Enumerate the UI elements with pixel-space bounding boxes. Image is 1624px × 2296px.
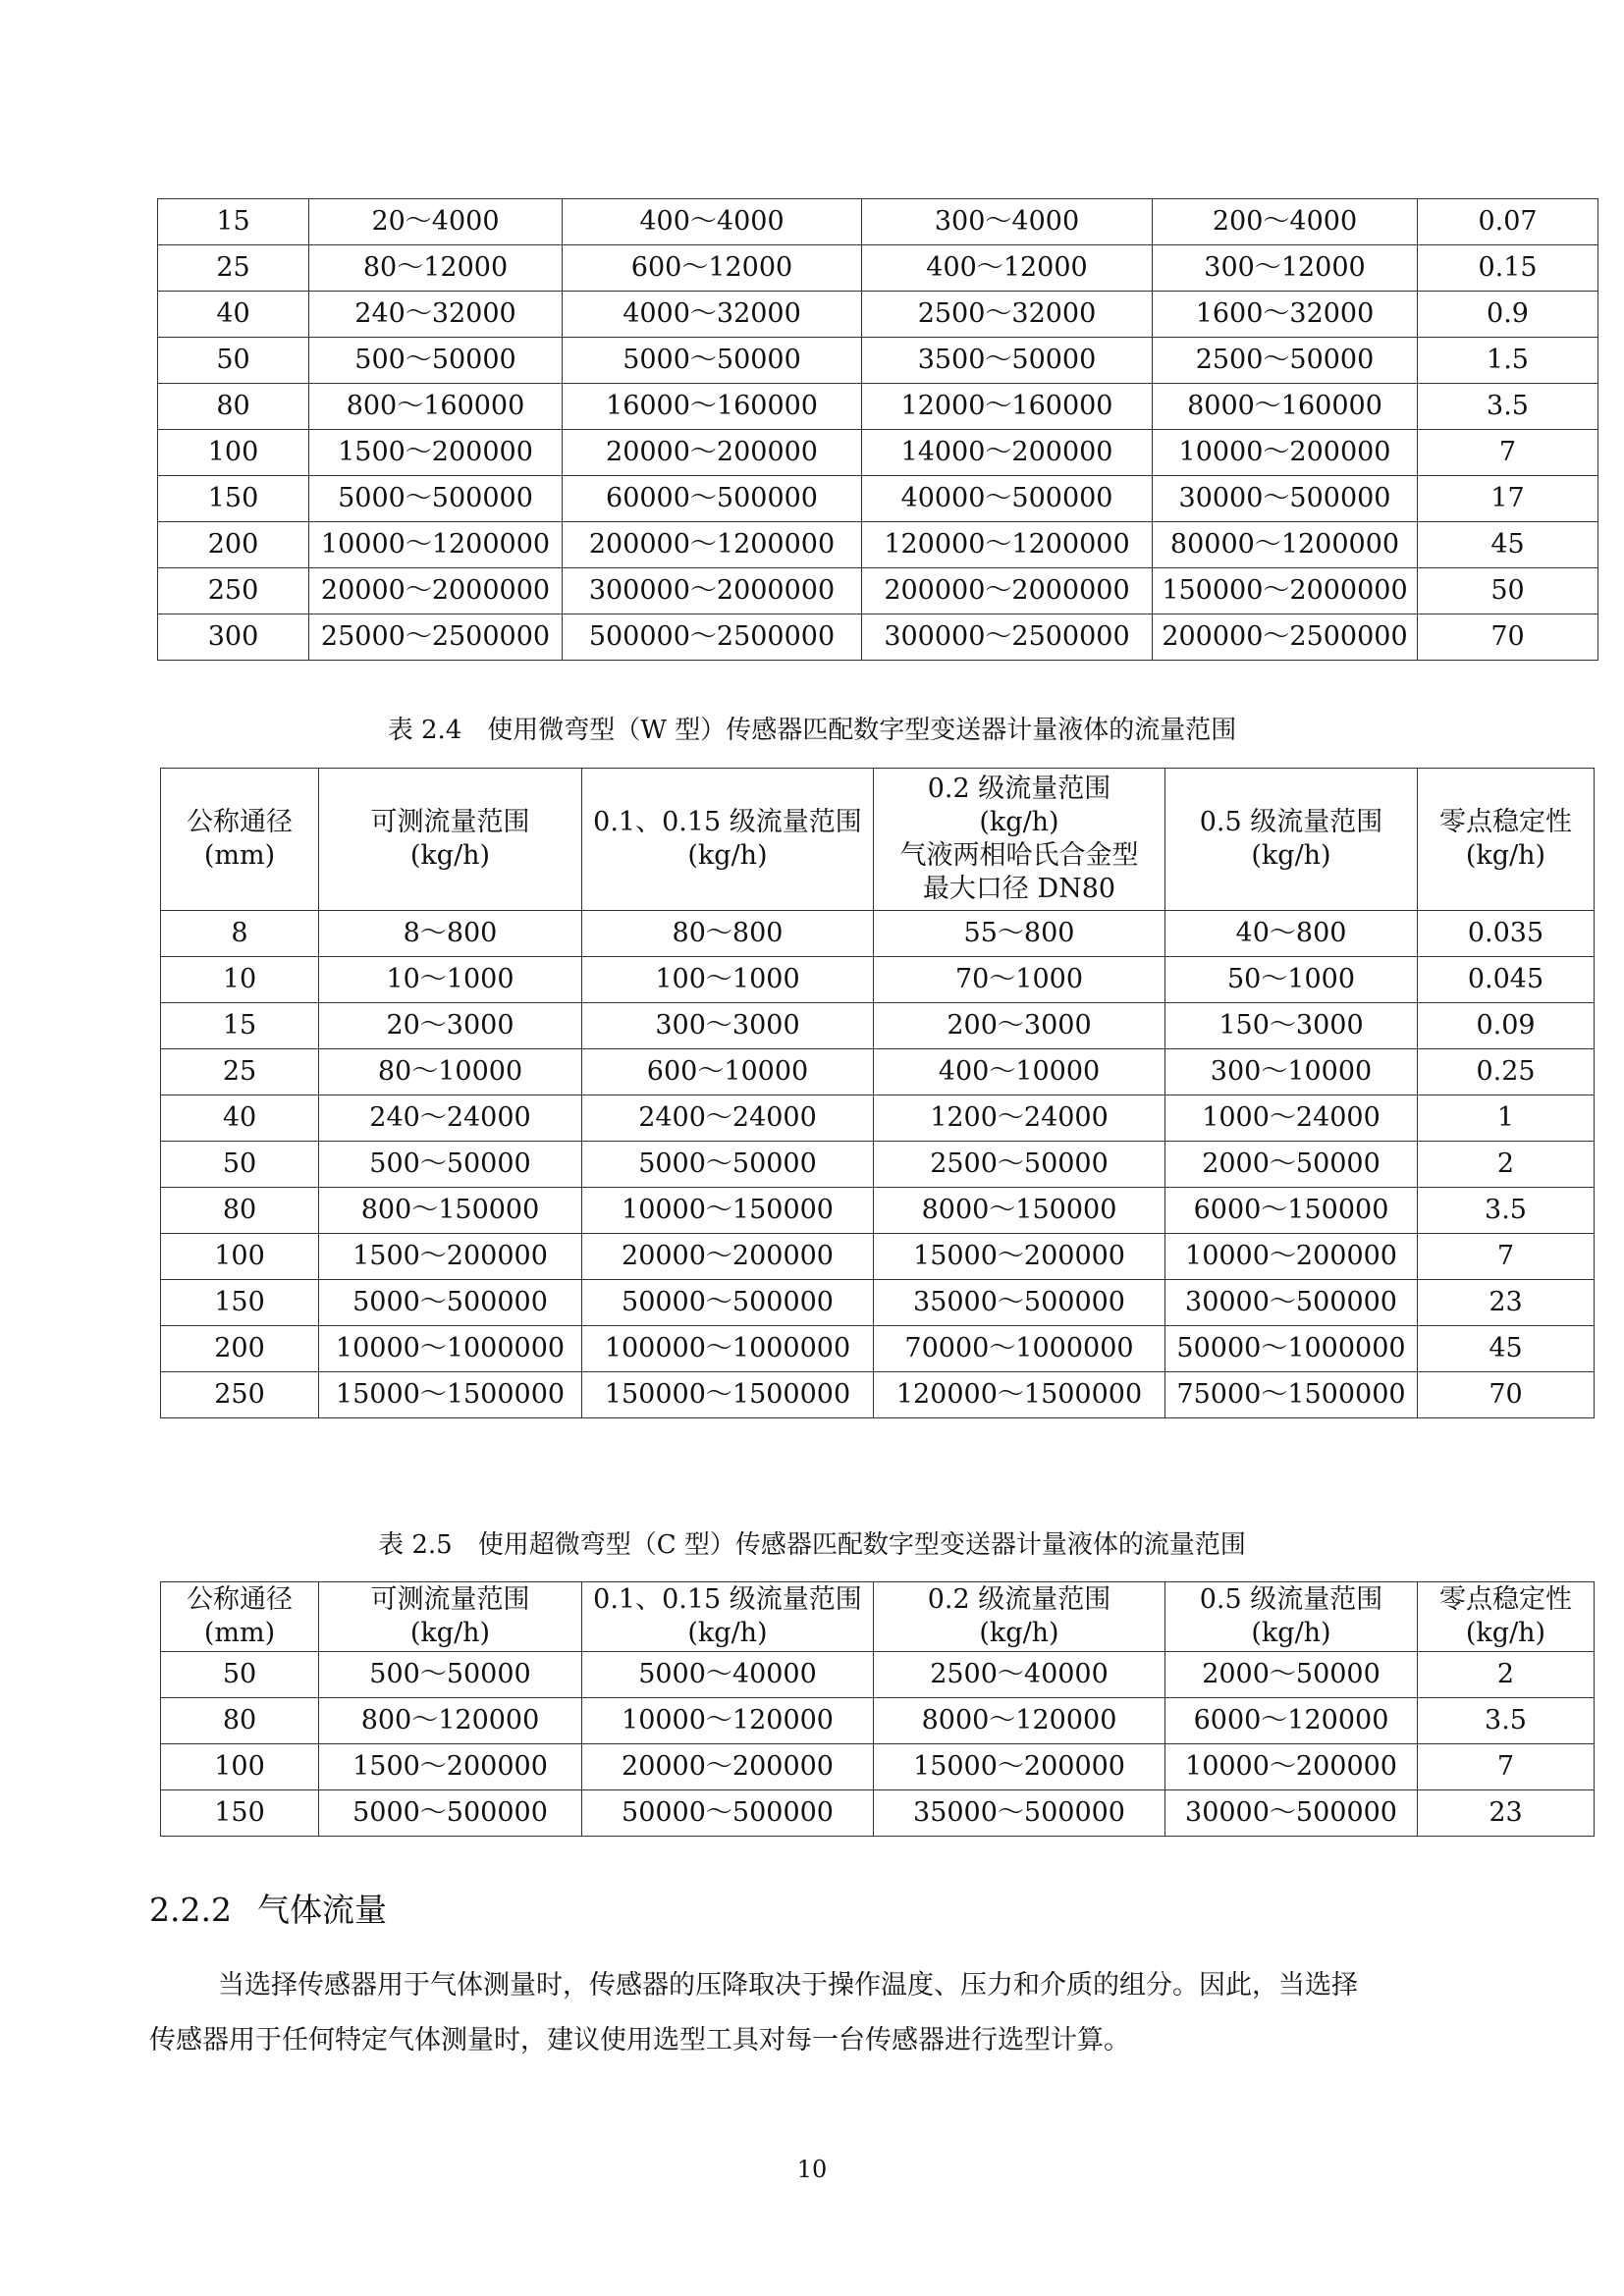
header-cell-line: (kg/h) [979, 807, 1059, 837]
table-row [161, 1095, 1595, 1142]
table-row [161, 1142, 1595, 1188]
header-cell-line: 0.1、0.15 级流量范围 [593, 1584, 862, 1615]
table-cell: 3.5 [1418, 1188, 1595, 1234]
header-cell-line: 公称通径 [187, 1584, 293, 1615]
table-cell: 300～10000 [1165, 1049, 1418, 1095]
table-cell: 1600～32000 [1153, 292, 1418, 338]
table-row [158, 384, 1598, 430]
table-cell: 14000～200000 [862, 430, 1153, 476]
table-cell: 240～32000 [309, 292, 563, 338]
table-cell: 800～160000 [309, 384, 563, 430]
table-row [161, 1744, 1595, 1790]
table-header-row [161, 769, 1595, 911]
table-cell: 500～50000 [309, 338, 563, 384]
table-cell: 6000～150000 [1165, 1188, 1418, 1234]
table-cell: 100000～1000000 [582, 1326, 874, 1372]
table-cell: 5000～50000 [563, 338, 862, 384]
header-cell-line: 最大口径 DN80 [922, 874, 1116, 904]
table-cell: 17 [1418, 476, 1598, 522]
header-cell-line: 0.2 级流量范围 [927, 1584, 1111, 1615]
table-cell: 120000～1500000 [874, 1372, 1165, 1418]
flow-range-table-continued [157, 198, 1598, 661]
header-cell-line: (kg/h) [687, 840, 768, 871]
table-cell: 240～24000 [319, 1095, 582, 1142]
table-cell: 80 [161, 1188, 319, 1234]
header-cell-line: 0.5 级流量范围 [1199, 807, 1383, 837]
table-cell: 40 [161, 1095, 319, 1142]
table-cell: 15000～1500000 [319, 1372, 582, 1418]
header-cell-line: 零点稳定性 [1439, 807, 1572, 837]
table-row [161, 1698, 1595, 1744]
header-cell-line: (kg/h) [979, 1618, 1059, 1648]
table-cell: 400～4000 [563, 199, 862, 245]
table-cell: 40000～500000 [862, 476, 1153, 522]
header-cell-line: (kg/h) [687, 1618, 768, 1648]
table-cell: 200000～1200000 [563, 522, 862, 568]
table-2-5 [160, 1581, 1595, 1837]
table-cell: 1500～200000 [319, 1744, 582, 1790]
table-cell: 150 [158, 476, 309, 522]
table-cell: 2 [1418, 1142, 1595, 1188]
table-cell: 120000～1200000 [862, 522, 1153, 568]
table-cell: 75000～1500000 [1165, 1372, 1418, 1418]
table-cell: 0.09 [1418, 1003, 1595, 1049]
table-cell: 1 [1418, 1095, 1595, 1142]
header-cell-line: (kg/h) [1465, 840, 1546, 871]
table-2-5-caption: 表 2.5 使用超微弯型（C 型）传感器匹配数字型变送器计量液体的流量范围 [378, 1530, 1246, 1560]
table-cell: 300～3000 [582, 1003, 874, 1049]
table-cell: 23 [1418, 1790, 1595, 1837]
table-cell: 10000～200000 [1153, 430, 1418, 476]
page-number: 10 [796, 2156, 828, 2183]
table-cell: 200 [158, 522, 309, 568]
table-cell: 500～50000 [319, 1652, 582, 1698]
table-row [161, 1049, 1595, 1095]
table-cell: 2500～50000 [874, 1142, 1165, 1188]
table-cell: 50000～500000 [582, 1280, 874, 1326]
header-cell-line: 0.2 级流量范围 [927, 774, 1111, 804]
table-header-cell [319, 769, 582, 911]
header-cell-line: 0.1、0.15 级流量范围 [593, 807, 862, 837]
table-cell: 1500～200000 [309, 430, 563, 476]
table-cell: 3.5 [1418, 384, 1598, 430]
table-cell: 60000～500000 [563, 476, 862, 522]
header-cell-line: (mm) [203, 840, 276, 871]
table-cell: 15000～200000 [874, 1744, 1165, 1790]
table-cell: 8000～120000 [874, 1698, 1165, 1744]
table-cell: 3.5 [1418, 1698, 1595, 1744]
table-cell: 4000～32000 [563, 292, 862, 338]
table-2-4-caption: 表 2.4 使用微弯型（W 型）传感器匹配数字型变送器计量液体的流量范围 [387, 716, 1237, 745]
table-cell: 50～1000 [1165, 957, 1418, 1003]
table-header-cell [161, 769, 319, 911]
table-row [158, 245, 1598, 292]
table-cell: 80 [161, 1698, 319, 1744]
header-cell-line: (kg/h) [1465, 1618, 1546, 1648]
table-cell: 300000～2000000 [563, 568, 862, 614]
table-cell: 10000～1200000 [309, 522, 563, 568]
table-cell: 250 [161, 1372, 319, 1418]
table-cell: 2 [1418, 1652, 1595, 1698]
table-cell: 23 [1418, 1280, 1595, 1326]
table-cell: 10～1000 [319, 957, 582, 1003]
table-cell: 600～12000 [563, 245, 862, 292]
table-cell: 150 [161, 1790, 319, 1837]
table-cell: 300～4000 [862, 199, 1153, 245]
header-cell-line: 可测流量范围 [370, 1584, 530, 1615]
table-cell: 10000～200000 [1165, 1234, 1418, 1280]
table-cell: 55～800 [874, 911, 1165, 957]
table-cell: 2500～50000 [1153, 338, 1418, 384]
table-cell: 25 [158, 245, 309, 292]
section-title: 气体流量 [256, 1891, 387, 1929]
table-cell: 150 [161, 1280, 319, 1326]
table-cell: 250 [158, 568, 309, 614]
table-cell: 3500～50000 [862, 338, 1153, 384]
table-cell: 35000～500000 [874, 1790, 1165, 1837]
table-cell: 100 [161, 1744, 319, 1790]
section-number: 2.2.2 [149, 1891, 232, 1929]
table-row [158, 476, 1598, 522]
table-cell: 80～12000 [309, 245, 563, 292]
table-header-cell [1165, 1582, 1418, 1652]
table-cell: 8 [161, 911, 319, 957]
table-header-cell [319, 1582, 582, 1652]
table-cell: 300000～2500000 [862, 614, 1153, 661]
table-row [161, 957, 1595, 1003]
table-row [158, 522, 1598, 568]
table-cell: 1000～24000 [1165, 1095, 1418, 1142]
table-cell: 50000～1000000 [1165, 1326, 1418, 1372]
table-cell: 7 [1418, 1744, 1595, 1790]
table-cell: 10000～200000 [1165, 1744, 1418, 1790]
table-cell: 7 [1418, 1234, 1595, 1280]
table-cell: 15000～200000 [874, 1234, 1165, 1280]
table-cell: 50 [158, 338, 309, 384]
table-cell: 8000～160000 [1153, 384, 1418, 430]
table-cell: 2000～50000 [1165, 1142, 1418, 1188]
table-row [161, 1790, 1595, 1837]
table-cell: 40 [158, 292, 309, 338]
table-cell: 45 [1418, 522, 1598, 568]
table-row [161, 1652, 1595, 1698]
header-cell-line: (kg/h) [1251, 1618, 1331, 1648]
table-cell: 35000～500000 [874, 1280, 1165, 1326]
table-row [158, 292, 1598, 338]
table-cell: 300 [158, 614, 309, 661]
table-row [161, 1372, 1595, 1418]
table-row [161, 911, 1595, 957]
table-row [161, 1234, 1595, 1280]
table-cell: 70 [1418, 1372, 1595, 1418]
table-cell: 30000～500000 [1165, 1790, 1418, 1837]
table-cell: 50 [161, 1142, 319, 1188]
table-header-cell [161, 1582, 319, 1652]
table-cell: 10 [161, 957, 319, 1003]
table-cell: 15 [158, 199, 309, 245]
table-header-cell [1418, 1582, 1595, 1652]
table-header-cell [1418, 769, 1595, 911]
table-cell: 0.045 [1418, 957, 1595, 1003]
section-heading [149, 1891, 387, 1930]
table-cell: 500000～2500000 [563, 614, 862, 661]
table-cell: 1.5 [1418, 338, 1598, 384]
table-header-cell [1165, 769, 1418, 911]
table-cell: 600～10000 [582, 1049, 874, 1095]
table-2-4 [160, 768, 1595, 1418]
table-cell: 0.15 [1418, 245, 1598, 292]
table-cell: 0.07 [1418, 199, 1598, 245]
table-cell: 20～4000 [309, 199, 563, 245]
table-row [161, 1003, 1595, 1049]
table-cell: 25000～2500000 [309, 614, 563, 661]
table-cell: 200000～2500000 [1153, 614, 1418, 661]
paragraph-line: 传感器用于任何特定气体测量时，建议使用选型工具对每一台传感器进行选型计算。 [149, 2025, 1130, 2056]
table-cell: 150000～2000000 [1153, 568, 1418, 614]
table-cell: 100～1000 [582, 957, 874, 1003]
table-cell: 8～800 [319, 911, 582, 957]
table-cell: 5000～50000 [582, 1142, 874, 1188]
table-cell: 50 [161, 1652, 319, 1698]
table-cell: 500～50000 [319, 1142, 582, 1188]
table-cell: 2500～32000 [862, 292, 1153, 338]
table-cell: 80000～1200000 [1153, 522, 1418, 568]
table-cell: 50000～500000 [582, 1790, 874, 1837]
header-cell-line: (kg/h) [409, 840, 491, 871]
table-cell: 400～10000 [874, 1049, 1165, 1095]
table-cell: 1500～200000 [319, 1234, 582, 1280]
table-row [158, 614, 1598, 661]
table-cell: 7 [1418, 430, 1598, 476]
paragraph-line: 当选择传感器用于气体测量时，传感器的压降取决于操作温度、压力和介质的组分。因此，当选择 [218, 1970, 1358, 2001]
header-cell-line: 气液两相哈氏合金型 [899, 840, 1139, 871]
table-cell: 2000～50000 [1165, 1652, 1418, 1698]
table-cell: 16000～160000 [563, 384, 862, 430]
table-row [161, 1280, 1595, 1326]
table-row [158, 338, 1598, 384]
table-row [161, 1326, 1595, 1372]
table-cell: 200～4000 [1153, 199, 1418, 245]
table-cell: 15 [161, 1003, 319, 1049]
header-cell-line: (mm) [203, 1618, 276, 1648]
table-cell: 70 [1418, 614, 1598, 661]
table-cell: 40～800 [1165, 911, 1418, 957]
table-cell: 10000～120000 [582, 1698, 874, 1744]
table-cell: 8000～150000 [874, 1188, 1165, 1234]
table-cell: 5000～500000 [319, 1280, 582, 1326]
table-cell: 400～12000 [862, 245, 1153, 292]
header-cell-line: 零点稳定性 [1439, 1584, 1572, 1615]
table-cell: 20000～200000 [563, 430, 862, 476]
table-header-cell [874, 769, 1165, 911]
table-cell: 5000～500000 [309, 476, 563, 522]
table-cell: 30000～500000 [1165, 1280, 1418, 1326]
table-header-cell [582, 769, 874, 911]
table-cell: 200～3000 [874, 1003, 1165, 1049]
table-cell: 150000～1500000 [582, 1372, 874, 1418]
section-paragraph [149, 1958, 1543, 2068]
table-header-row [161, 1582, 1595, 1652]
header-cell-line: (kg/h) [1251, 840, 1331, 871]
table-row [158, 568, 1598, 614]
table-cell: 70～1000 [874, 957, 1165, 1003]
table-cell: 2400～24000 [582, 1095, 874, 1142]
table-cell: 45 [1418, 1326, 1595, 1372]
header-cell-line: (kg/h) [409, 1618, 491, 1648]
table-row [158, 430, 1598, 476]
table-cell: 0.9 [1418, 292, 1598, 338]
table-cell: 200000～2000000 [862, 568, 1153, 614]
table-header-cell [874, 1582, 1165, 1652]
table-cell: 800～120000 [319, 1698, 582, 1744]
table-cell: 200 [161, 1326, 319, 1372]
table-header-cell [582, 1582, 874, 1652]
table-cell: 1200～24000 [874, 1095, 1165, 1142]
table-cell: 10000～150000 [582, 1188, 874, 1234]
table-cell: 20000～200000 [582, 1234, 874, 1280]
table-cell: 2500～40000 [874, 1652, 1165, 1698]
table-cell: 80 [158, 384, 309, 430]
table-row [158, 199, 1598, 245]
table-cell: 0.035 [1418, 911, 1595, 957]
table-cell: 0.25 [1418, 1049, 1595, 1095]
table-cell: 5000～40000 [582, 1652, 874, 1698]
table-cell: 20～3000 [319, 1003, 582, 1049]
header-cell-line: 公称通径 [187, 807, 293, 837]
table-cell: 80～10000 [319, 1049, 582, 1095]
table-cell: 80～800 [582, 911, 874, 957]
table-cell: 20000～200000 [582, 1744, 874, 1790]
table-cell: 6000～120000 [1165, 1698, 1418, 1744]
table-cell: 100 [158, 430, 309, 476]
table-cell: 25 [161, 1049, 319, 1095]
table-cell: 12000～160000 [862, 384, 1153, 430]
table-cell: 30000～500000 [1153, 476, 1418, 522]
table-cell: 800～150000 [319, 1188, 582, 1234]
table-cell: 50 [1418, 568, 1598, 614]
header-cell-line: 可测流量范围 [370, 807, 530, 837]
table-cell: 100 [161, 1234, 319, 1280]
table-cell: 20000～2000000 [309, 568, 563, 614]
table-cell: 150～3000 [1165, 1003, 1418, 1049]
table-row [161, 1188, 1595, 1234]
table-cell: 5000～500000 [319, 1790, 582, 1837]
table-cell: 70000～1000000 [874, 1326, 1165, 1372]
table-cell: 10000～1000000 [319, 1326, 582, 1372]
header-cell-line: 0.5 级流量范围 [1199, 1584, 1383, 1615]
table-cell: 300～12000 [1153, 245, 1418, 292]
